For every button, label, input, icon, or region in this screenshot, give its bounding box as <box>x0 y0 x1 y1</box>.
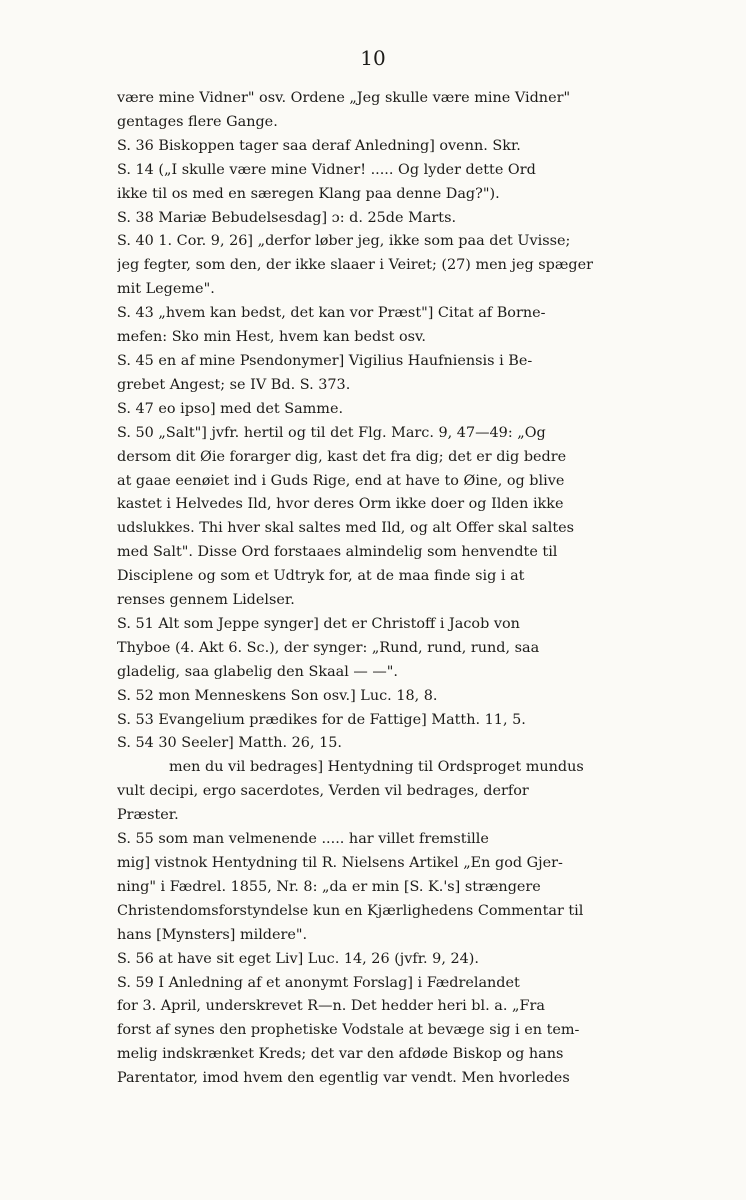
text-line: gentages flere Gange. <box>117 113 278 130</box>
text-line: for 3. April, underskrevet R—n. Det hedder heri bl. a. „Fra <box>117 998 545 1015</box>
text-line: hans [Mynsters] mildere". <box>117 926 308 943</box>
note-entry-line: S. 52 mon Menneskens Son osv.] Luc. 18, 8. <box>117 687 438 704</box>
text-line: jeg fegter, som den, der ikke slaaer i Veiret; (27) men jeg spæger <box>117 257 593 274</box>
text-line: men du vil bedrages] Hentydning til Ordsproget mundus <box>169 759 584 776</box>
text-line: Parentator, imod hvem den egentlig var vendt. Men hvorledes <box>117 1070 570 1087</box>
note-entry-line: S. 45 en af mine Psendonymer] Vigilius Haufniensis i Be- <box>117 352 533 369</box>
note-entry-line: S. 43 „hvem kan bedst, det kan vor Præst"] Citat af Borne- <box>117 305 546 322</box>
text-line: S. 14 („I skulle være mine Vidner! ..... Og lyder dette Ord <box>117 161 536 178</box>
text-line: at gaae eenøiet ind i Guds Rige, end at have to Øine, og blive <box>117 472 565 489</box>
note-entry-line: S. 50 „Salt"] jvfr. hertil og til det Flg. Marc. 9, 47—49: „Og <box>117 424 546 441</box>
text-line: Disciplene og som et Udtryk for, at de maa finde sig i at <box>117 568 525 585</box>
text-line: gladelig, saa glabelig den Skaal — —". <box>117 663 398 680</box>
text-line: melig indskrænket Kreds; det var den afdøde Biskop og hans <box>117 1046 564 1063</box>
note-entry-line: S. 40 1. Cor. 9, 26] „derfor løber jeg, ikke som paa det Uvisse; <box>117 233 571 250</box>
text-line: mig] vistnok Hentydning til R. Nielsens Artikel „En god Gjer- <box>117 855 563 871</box>
text-line: ikke til os med en særegen Klang paa denne Dag?"). <box>117 185 500 202</box>
text-line: være mine Vidner" osv. Ordene „Jeg skulle være mine Vidner" <box>117 90 571 106</box>
note-entry-line: S. 51 Alt som Jeppe synger] det er Christoff i Jacob von <box>117 615 520 632</box>
text-line: Præster. <box>117 807 179 824</box>
note-entry-line: S. 38 Mariæ Bebudelsesdag] ɔ: d. 25de Marts. <box>117 209 457 226</box>
text-line: ning" i Fædrel. 1855, Nr. 8: „da er min [S. K.'s] strængere <box>117 878 541 895</box>
text-line: grebet Angest; se IV Bd. S. 373. <box>117 376 351 393</box>
text-line: mefen: Sko min Hest, hvem kan bedst osv. <box>117 329 426 346</box>
text-line: Thyboe (4. Akt 6. Sc.), der synger: „Rund, rund, rund, saa <box>117 639 540 656</box>
note-entry-line: S. 47 eo ipso] med det Samme. <box>117 400 344 417</box>
text-line: forst af synes den prophetiske Vodstale at bevæge sig i en tem- <box>117 1022 580 1039</box>
note-entry-line: S. 36 Biskoppen tager saa deraf Anledning] ovenn. Skr. <box>117 137 521 154</box>
text-line: dersom dit Øie forarger dig, kast det fra dig; det er dig bedre <box>117 448 567 465</box>
note-entry-line: S. 53 Evangelium prædikes for de Fattige] Matth. 11, 5. <box>117 711 526 728</box>
note-entry-line: S. 56 at have sit eget Liv] Luc. 14, 26 (jvfr. 9, 24). <box>117 950 479 967</box>
note-entry-line: S. 55 som man velmenende ..... har villet fremstille <box>117 831 489 848</box>
text-line: mit Legeme". <box>117 281 215 298</box>
note-entry-line: S. 59 I Anledning af et anonymt Forslag] i Fædrelandet <box>117 974 520 991</box>
text-line: renses gennem Lidelser. <box>117 592 295 609</box>
text-line: med Salt". Disse Ord forstaaes almindelig som henvendte til <box>117 544 558 561</box>
note-entry-line: S. 54 30 Seeler] Matth. 26, 15. <box>117 735 342 752</box>
text-line: vult decipi, ergo sacerdotes, Verden vil bedrages, derfor <box>117 783 529 800</box>
text-line: kastet i Helvedes Ild, hvor deres Orm ikke doer og Ilden ikke <box>117 496 564 513</box>
text-line: udslukkes. Thi hver skal saltes med Ild, og alt Offer skal saltes <box>117 520 575 537</box>
page-number: 10 <box>360 46 386 70</box>
notes-body <box>117 87 670 1091</box>
text-line: Christendomsforstyndelse kun en Kjærlighedens Commentar til <box>117 902 584 919</box>
